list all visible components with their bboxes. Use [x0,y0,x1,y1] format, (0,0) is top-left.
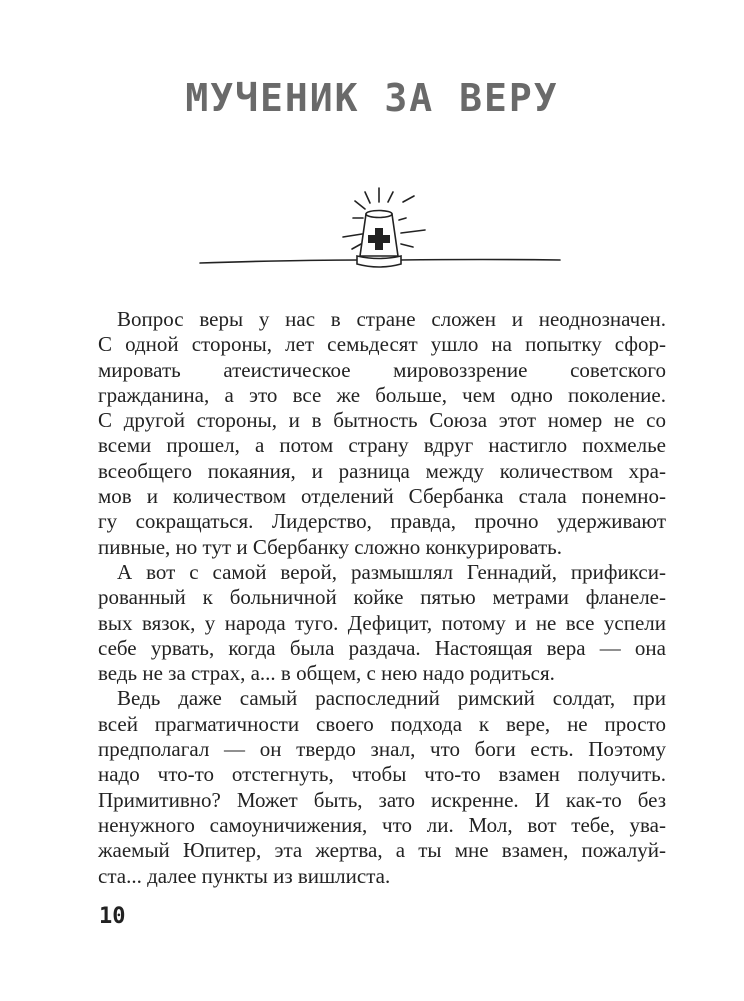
text-line: Вопрос веры у нас в стране сложен и неоднозначен. [117,307,666,331]
text-line: С другой стороны, и в бытность Союза этот номер не со [98,408,666,433]
text-line: С одной стороны, лет семьдесят ушло на попытку сфор- [98,332,666,357]
text-line: Примитивно? Может быть, зато искренне. И как-то без [98,787,666,812]
chapter-title: МУЧЕНИК ЗА ВЕРУ [185,76,559,120]
paragraph [98,307,666,560]
text-line: рованный к больничной койке пятью метрами фланеле- [98,585,666,610]
text-line: надо что-то отстегнуть, чтобы что-то взамен получить. [98,762,666,787]
siren-illustration-icon [195,180,565,280]
page-number: 10 [99,904,126,929]
paragraph [98,560,666,686]
text-line: предполагал — он твердо знал, что боги есть. Поэтому [98,737,666,762]
text-line: мов и количеством отделений Сбербанка стала понемно- [98,484,666,509]
text-line: всеми прошел, а потом страну вдруг настигло похмелье [98,433,666,458]
text-line: ведь не за страх, а... в общем, с нею надо родиться. [98,661,555,686]
body-text [98,307,666,889]
text-line: ненужного самоуничижения, что ли. Мол, вот тебе, ува- [98,812,666,837]
text-line: гу сокращаться. Лидерство, правда, прочно удерживают [98,509,666,534]
paragraph [98,686,666,888]
text-line: мировать атеистическое мировоззрение советского [98,357,666,382]
text-line: жаемый Юпитер, эта жертва, а ты мне взамен, пожалуй- [98,838,666,863]
text-line: всеобщего покаяния, и разница между количеством хра- [98,458,666,483]
text-line: Ведь даже самый распоследний римский солдат, при [117,686,666,711]
text-line: всей прагматичности своего подхода к вере, не просто [98,711,666,736]
text-line: вых вязок, у народа туго. Дефицит, потому и не все успели [98,610,666,635]
text-line: гражданина, а это все же больше, чем одно поколение. [98,382,666,407]
text-line: пивные, но тут и Сбербанку сложно конкурировать. [98,534,562,559]
text-line: себе урвать, когда была раздача. Настоящая вера — она [98,635,666,660]
text-line: ста... далее пункты из вишлиста. [98,863,391,888]
text-line: А вот с самой верой, размышлял Геннадий, прификси- [117,559,666,584]
